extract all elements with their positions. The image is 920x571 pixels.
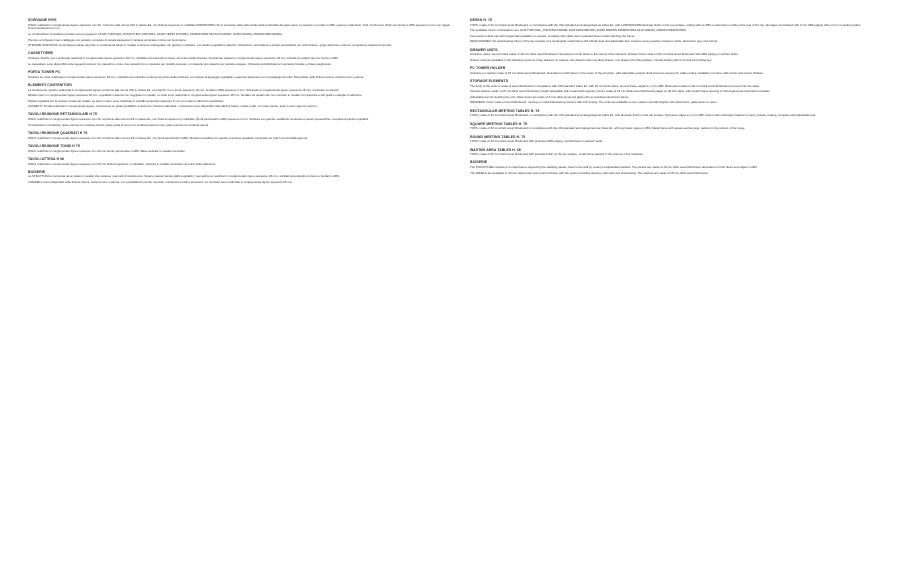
- section-paragraph: DESK FRAMES: the load-bearing frame of the top consists of a rectangular metal frame with tubular legs and adjustable feet. Colours: epoxy powder coating in white, aluminium grey and tortora.: [470, 39, 719, 44]
- spec-section: [28, 170, 450, 185]
- section-paragraph: PIANI: realizzati in conglomerato ligneo spessore mm 25 con finitura superiore in nobilitato, struttura in metallo verniciato nei colori della collezione.: [28, 161, 217, 166]
- section-paragraph: CASSETTI: frontali realizzati in conglomerato ligneo, scorrimento su guide metalliche a sfera con chiusura rallentata. I contenitori sono disponibili nelle altezze basso, medio e alto, con ante cieche, ante in vetro oppure a giorno.: [28, 104, 318, 109]
- section-heading: PC TOWER HOLDER: [470, 66, 506, 71]
- section-paragraph: Struttura su ruote realizzata in conglomerato ligneo spessore 18 mm, nobilitato ad entrambe le facce nel colore della struttura, con ripiano di appoggio regolabile e apertura posteriore per il passaggio dei cavi. Disponibile nelle finiture tortora, testa di moro e panna.: [28, 74, 364, 79]
- section-heading: TAVOLI RIUNIONE QUADRATI H 75: [28, 130, 88, 135]
- spec-section: [470, 148, 892, 157]
- section-paragraph: La STRUTTURA è composta da un telaio in metallo che sostiene i pannelli di rivestimento, fissati a parete tramite staffe regolabili. I pannelli sono realizzati in conglomerato ligneo spessore 18 mm, nobilitati ad entrambe le facce e bordati in ABS.: [28, 174, 340, 179]
- section-paragraph: The PANELS are available in tortora, dark brown and cream finishes, with the option of adding shelves, wall units and accessories. The shelves are made of 25 mm-thick wood fibreboard.: [470, 170, 709, 175]
- section-heading: STORAGE ELEMENTS: [470, 79, 509, 84]
- section-paragraph: TOPS: made of 25 mm-thick wood fibreboard with laminate finish on the top surface, metal frame painted in the colours of the collection.: [470, 152, 644, 157]
- section-paragraph: TOPS: made of 40 mm-thick wood fibreboard with perimeter ABS edging. Central base in painted metal.: [470, 139, 603, 144]
- section-paragraph: The available colour combinations are: ELM TORTORA_TORTORA FRAME; ELM DARK BROWN_DARK BROWN PRIMOFORM; ELM CREAM_CREAM PRIMOFORM.: [470, 28, 687, 33]
- section-heading: WAITING AREA TABLES H. 36: [470, 147, 521, 152]
- section-paragraph: TOPS: made of 40 mm-thick wood fibreboard, in compliance with the UNI standard and categorised as Class E1, with a PRIMOFORM laminate finish on the top surface, ending with an ABS or aluminium profile at the rear of the top. All edges are finished with 2 mm ABS edging with a 2 mm rounding radius.: [470, 22, 862, 27]
- section-paragraph: DRAWERS: fronts made of wood fibreboard, running on metal ball-bearing runners with soft closing. The units are available in low, medium and tall heights, with solid doors, glass doors or open.: [470, 100, 718, 105]
- section-heading: TAVOLI ATTESA H 36: [28, 156, 65, 161]
- section-heading: PORTA TOWER PC: [28, 69, 61, 74]
- section-paragraph: Le combinazioni cromatiche previste sono le seguenti: OLMO TORTORA_STRUTTURA TORTORA; OLMO TESTA DI MORO_PRIMOFORM TESTA DI MORO; OLMO PANNA_PRIMOFORM PANNA.: [28, 32, 283, 36]
- section-paragraph: Le cassettiere sono disponibili nelle seguenti versioni: tre cassetti su ruote; due cassetti più un cassetto per cartelle sospese; un cassetto più cassetto per cartelle sospese. Chiusura centralizzata con serratura frontale e chiave pieghevole.: [28, 61, 332, 66]
- spec-section: [28, 144, 450, 153]
- spec-section: [470, 135, 892, 144]
- section-paragraph: Internal shelves made of 25 mm-thick wood fibreboard, height adjustable with metal shelf supports. Doors made of 18 mm-thick wood fibreboard edged on all four sides, with metal hinges opening to 110 degrees and aluminium handles.: [470, 89, 771, 94]
- right-column-english: [470, 18, 892, 561]
- section-heading: DRAWER UNITS: [470, 47, 498, 52]
- section-paragraph: TOPS: made of 40 mm-thick wood fibreboard in compliance with the UNI standard and categorised as Class E1, with perimeter edges in ABS. Metal frame with square-section legs, painted in the colours of the range.: [470, 126, 746, 131]
- section-heading: TAVOLI RIUNIONE RETTANGOLARI H 75: [28, 112, 97, 117]
- spec-section: [28, 112, 450, 127]
- spec-section: [470, 109, 892, 118]
- section-paragraph: PIANI: realizzati in conglomerato ligneo spessore mm 40 con bordo perimetrale in ABS. Base centrale in metallo verniciato.: [28, 148, 186, 153]
- section-paragraph: STRUZZE SCRIVANIA: la struttura portante del piano è costituita da telaio in metallo a sezione rettangolare con gambe in tubolare, con piedini regolabili in altezza. Colorazioni: verniciatura a polveri epossidiche nei colori bianco, grigio alluminio e tortora, completa di cassetti di servizio.: [28, 43, 392, 48]
- section-paragraph: Adjustable feet for levelling the unit. Glass doors are made of 5 mm-thick tempered glass with an anodised aluminium frame.: [470, 94, 630, 99]
- section-heading: ELEMENTI CONTENITORI: [28, 82, 72, 87]
- spec-section: [470, 160, 892, 175]
- section-paragraph: PIANI: realizzati in conglomerato ligneo spessore mm 40, conforme alla norma UNI in classe E1, con finitura superiore in nobilitato. Bordi perimetrali in ABS spessore 2 mm. Struttura con gambe metalliche verniciate a polveri epossidiche, completa di piedini regolabili.: [28, 117, 369, 122]
- spec-section: [470, 18, 892, 44]
- section-paragraph: Structure on castors made of 18 mm-thick wood fibreboard, laminated on both faces in the colour of the structure, with adjustable support shelf and rear opening for cable routing. Available in tortora, dark brown and cream finishes.: [470, 70, 764, 75]
- section-paragraph: The STRUCTURE consists of a metal frame supporting the cladding panels, fixed to the wall by means of adjustable brackets. The panels are made of 18 mm-thick wood fibreboard, laminated on both faces and edged in ABS.: [470, 165, 758, 170]
- spec-section: [28, 51, 450, 66]
- section-paragraph: TOPS: made of 40 mm-thick wood fibreboard, in compliance with the UNI standard and categorised as Class E1, with laminate finish on the top surface. Perimeter edges in 2 mm ABS. Frame with metal legs finished in epoxy powder coating, complete with adjustable feet.: [470, 113, 817, 118]
- section-paragraph: La struttura dei mobili è realizzata in conglomerato ligneo conforme alla norma UNI in classe E1, con fianchi, top e fondo spessore 18 mm, bordati in ABS spessore 2 mm. Schienale in conglomerato ligneo spessore 18 mm, incassato nei fianchi.: [28, 87, 340, 92]
- section-heading: ROUND MEETING TABLES H. 75: [470, 134, 526, 139]
- section-heading: CASSETTIERE: [28, 51, 54, 56]
- spec-section: [28, 83, 450, 109]
- section-heading: BOISERIE: [28, 169, 46, 174]
- spec-section: [28, 70, 450, 79]
- spec-section: [28, 131, 450, 140]
- section-paragraph: Piedini regolabili per la messa in bolla del mobile. Le ante in vetro sono realizzate in cristallo temperato spessore 5 mm con telaio in alluminio anodizzato.: [28, 98, 225, 103]
- section-heading: SQUARE MEETING TABLES H. 75: [470, 121, 528, 126]
- section-paragraph: Struttura, fianchi, top e schienale realizzati in conglomerato ligneo spessore 18 mm, nobilitato ad entrambe le facce nel colore della struttura. Frontali dei cassetti in conglomerato ligneo spessore 18 mm, bordati sui quattro lati con bordo in ABS.: [28, 56, 339, 61]
- spec-section: [28, 157, 450, 166]
- section-heading: TAVOLI RIUNIONE TONDI H 75: [28, 143, 80, 148]
- section-heading: DESKS H. 75: [470, 18, 492, 22]
- section-heading: SCRIVANIE RIYE: [28, 18, 57, 22]
- section-paragraph: Two-section cable tray with hinged flap available on request, complete with cable duct in painted sheet metal matching the frame.: [470, 33, 636, 38]
- section-paragraph: The body of the units is made of wood fibreboard in compliance with UNI standard Class E1, with 18 mm-thick sides, top and base, edged in 2 mm ABS. Back panel made of 18 mm-thick wood fibreboard recessed into the sides.: [470, 83, 761, 88]
- spec-section: [470, 66, 892, 75]
- section-paragraph: I PANNELLI sono disponibili nelle finiture tortora, testa di moro e panna, con possibilità di inserire mensole, contenitori pensili e accessori. Le mensole sono realizzate in conglomerato ligneo spessore 25 mm.: [28, 180, 293, 184]
- section-paragraph: Drawer units are available in the following versions: three drawers on castors; two drawers plus one filing drawer; one drawer plus filing drawer. Central locking with front lock and folding key.: [470, 57, 713, 62]
- spec-section: [470, 48, 892, 63]
- left-column-italian: [28, 18, 450, 561]
- section-paragraph: Ripiani interni in conglomerato ligneo spessore 25 mm, regolabili in altezza con reggipiani in metallo. Le ante sono realizzate in conglomerato ligneo spessore 18 mm, bordate sui quattro lati, con cerniere in metallo con apertura a 110 gradi e maniglie in alluminio.: [28, 93, 363, 98]
- section-paragraph: PIANI: realizzati in conglomerato ligneo spessore mm 40, conforme alla norma UNI in classe E1, con bordi perimetrali in ABS. Struttura metallica con gambe a sezione quadrata, verniciata nei colori previsti dalla gamma.: [28, 135, 308, 140]
- section-heading: BOISERIE: [470, 160, 488, 165]
- section-heading: RECTANGULAR MEETING TABLES H. 75: [470, 108, 540, 113]
- spec-section: [28, 18, 450, 48]
- section-paragraph: Combinazioni cromatiche: piano tortora con struttura tortora; piano testa di moro con struttura testa di moro; piano panna con struttura panna.: [28, 122, 209, 127]
- spec-section: [470, 122, 892, 131]
- section-paragraph: PIANI: realizzati in conglomerato ligneo spessore mm 40, conforme alla norma UNI in classe E1, con finitura superiore in nobilitato PRIMOFORM che si conclude nella parte finale della profondità del piano dove è presente un profilo in ABS, oppure in alluminio. Tutti i bordi sono rifiniti con bordo in ABS spessore 2 mm con raggio di arrotondamento 2 mm.: [28, 22, 450, 31]
- spec-section: [470, 79, 892, 105]
- section-paragraph: Previsto a richiesta il vano cablaggio con portello, completo di canala passacavi in lamiera verniciata in tinta con la struttura.: [28, 37, 187, 42]
- section-paragraph: Structure, sides, top and back made of 18 mm-thick wood fibreboard, laminated on both faces in the colour of the structure. Drawer fronts made of 18 mm-thick wood fibreboard with ABS edging on all four sides.: [470, 52, 739, 57]
